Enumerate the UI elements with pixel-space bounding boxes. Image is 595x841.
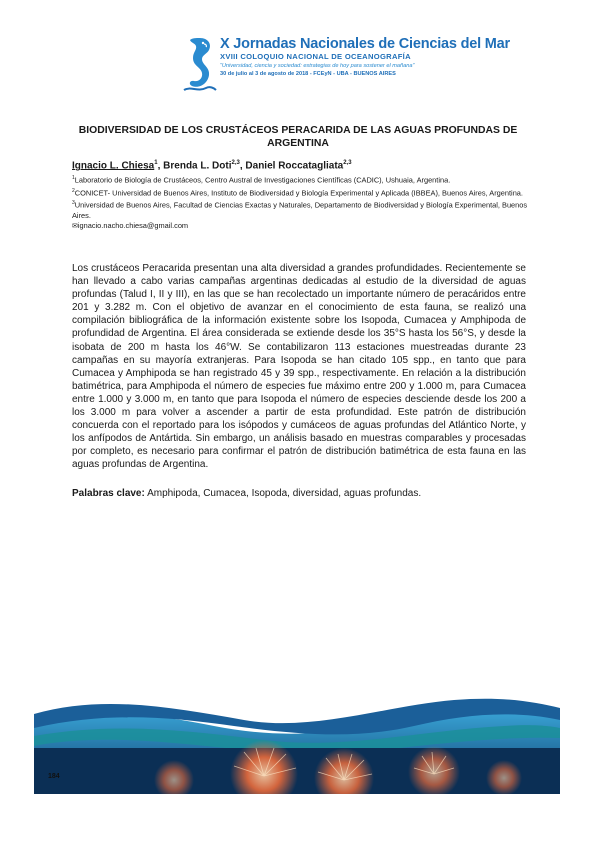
- envelope-icon: ✉: [72, 223, 78, 231]
- conference-title: X Jornadas Nacionales de Ciencias del Mar: [220, 36, 510, 52]
- author-name: Brenda L. Doti: [163, 160, 232, 172]
- author-affiliation-marker: 2,3: [231, 160, 240, 166]
- conference-header: [178, 34, 510, 96]
- affiliation-item: $^3$Universidad de Buenos Aires, Facultad de Ciencias Exactas y Naturales, Departamento de Biodiversidad y Biología Experimental, Buenos Aires.: [72, 200, 528, 221]
- affiliation-item: $^1$Laboratorio de Biología de Crustáceos, Centro Austral de Investigaciones Científicas (CADIC), Ushuaia, Argentina.: [72, 175, 451, 185]
- author-list: [72, 160, 352, 171]
- contact-email: [72, 221, 528, 232]
- keywords-list: Amphipoda, Cumacea, Isopoda, diversidad, aguas profundas.: [147, 488, 422, 499]
- email-link[interactable]: ignacio.nacho.chiesa@gmail.com: [77, 221, 189, 231]
- keywords: [72, 487, 526, 500]
- author-name: Daniel Roccatagliata: [245, 160, 344, 172]
- keywords-label: Palabras clave:: [72, 488, 145, 499]
- author-name: Ignacio L. Chiesa: [72, 160, 155, 172]
- abstract-text: Los crustáceos Peracarida presentan una alta diversidad a grandes profundidades. Recientemente se han llevado a cabo varias campañas argentinas dedicadas al estudio de la diversidad de aguas profundas (Talud I, II y III), en las que se han recolectado un importante número de peracáridos entre 201 y 3.282 m. Con el objetivo de avanzar en el conocimiento de esta fauna, se realizó una compilación bibliográfica de la información existente sobre los Isopoda, Cumacea y Amphipoda de profundidad de Argentina. El área considerada se extiende desde los 35°S hasta los 56°S, y desde la isobata de 200 m hasta los 46°W. Se contabilizaron 113 estaciones muestreadas durante 23 campañas en su mayoría extranjeras. Para Isopoda se han citado 105 spp., en tanto que para Cumacea y Amphipoda se han registrado 45 y 39 spp., respectivamente. En relación a la distribución batimétrica, para Amphipoda el número de especies fue máximo entre 200 y 1.000 m, para Cumacea entre 1.000 y 3.000 m, en tanto que para Isopoda el número de especies desciende desde los 200 a los 3.000 m para volver a ascender a partir de esta profundidad. Este patrón de distribución concuerda con el reportado para los isópodos y cumáceos de aguas profundas del Atlántico Norte, y los anfípodos de Antártida. Sin embargo, un análisis basado en muestras comparables y procesadas por completo, es necesario para confirmar el patrón de distribución batimétrica de esta fauna en las aguas profundas de Argentina.: [72, 263, 526, 471]
- conference-subtitle: XVIII COLOQUIO NACIONAL DE OCEANOGRAFÍA: [220, 52, 411, 61]
- conference-quote: “Universidad, ciencia y sociedad: estrategias de hoy para sostener el mañana”: [220, 63, 415, 69]
- author-separator: ,: [239, 160, 246, 172]
- author-affiliation-marker: 2,3: [343, 160, 352, 166]
- conference-date: 30 de julio al 3 de agosto de 2018 - FCEyN - UBA - BUENOS AIRES: [220, 71, 396, 77]
- author-separator: ,: [157, 160, 164, 172]
- paper-title: BIODIVERSIDAD DE LOS CRUSTÁCEOS PERACARIDA DE LAS AGUAS PROFUNDAS DE ARGENTINA: [78, 125, 518, 149]
- seahorse-icon: [178, 34, 218, 94]
- affiliation-item: $^2$CONICET- Universidad de Buenos Aires, Instituto de Biodiversidad y Biología Experimental y Aplicada (IBBEA), Buenos Aires, Argentina.: [72, 187, 523, 198]
- ocean-waves-anemone-banner: [34, 686, 560, 794]
- affiliations: [72, 173, 528, 232]
- page-number: 184: [48, 773, 60, 780]
- author-affiliation-marker: 1: [154, 160, 158, 166]
